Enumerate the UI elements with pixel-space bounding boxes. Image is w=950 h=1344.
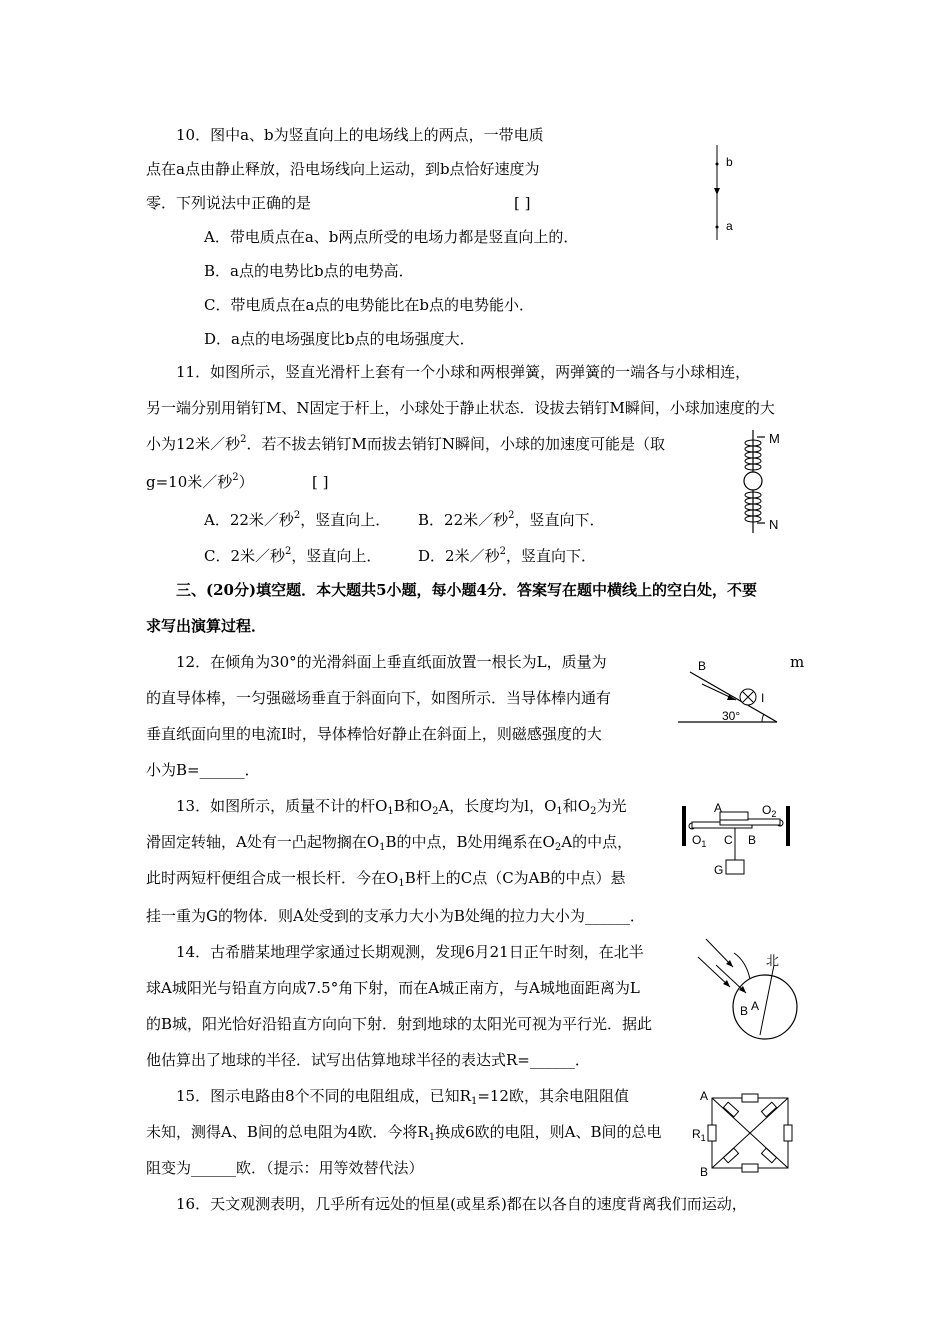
q14-north-label: 北 [766,953,780,968]
q15-node-a-label: A [700,1089,709,1103]
q11-pin-m-label: M [769,431,780,446]
q10-option-c: C．带电质点在a点的电势能比在b点的电势能小． [204,296,535,314]
q12-incline-figure [676,660,791,730]
q10-field-line-figure [700,140,760,250]
q10-point-b-label: b [726,155,733,169]
q15-line-1: 15．图示电路由8个不同的电阻组成，已知$R_1=12$欧，其余电阻阻值 [176,1087,629,1107]
q15-line-2: 未知，测得A、B间的总电阻为4欧．今将$R_1$换成6欧的电阻，则A、B间的总电 [146,1123,662,1143]
q13-lever-figure [680,798,795,883]
q11-spring-figure [735,425,795,540]
q11-option-a: A．22米／秒$^2$，竖直向上． [204,510,391,529]
q14-line-4: 他估算出了地球的半径．试写出估算地球半径的表达式R=______． [146,1051,590,1069]
q15-circuit-figure [692,1088,801,1179]
q13-line-3: 此时两短杆便组合成一根长杆．今在$O_1B$杆上的C点（C为AB的中点）悬 [146,869,626,889]
q12-angle-label: 30° [722,709,741,723]
q14-city-a-label: A [751,999,760,1013]
q15-resistor-r1-label: $R_1$ [692,1127,706,1143]
q13-line-1: 13．如图所示，质量不计的杆$O_1B$和$O_2A$，长度均为l，$O_1$和$O_2$为光 [176,797,627,817]
q10-option-d: D．a点的电场强度比b点的电场强度大． [204,330,475,348]
q12-line-3: 垂直纸面向里的电流I时，导体棒恰好静止在斜面上，则磁感强度的大 [146,725,602,743]
q13-pivot-o1-label: $O_1$ [692,833,707,849]
q12-line-2: 的直导体棒，一匀强磁场垂直于斜面向下，如图所示．当导体棒内通有 [146,689,612,707]
q11-option-c: C．2米／秒$^2$，竖直向上． [204,546,382,565]
q14-line-3: 的B城，阳光恰好沿铅直方向向下射．射到地球的太阳光可视为平行光．据此 [146,1015,653,1033]
q11-pin-n-label: N [769,517,779,532]
q11-answer-bracket: [ ] [312,473,329,491]
q13-weight-g-label: G [714,863,724,877]
q14-line-1: 14．古希腊某地理学家通过长期观测，发现6月21日正午时刻，在北半 [176,943,644,961]
q10-answer-bracket: [ ] [514,194,531,212]
q10-line-1: 10．图中a、b为竖直向上的电场线上的两点，一带电质 [176,126,544,144]
q10-point-a-label: a [726,219,733,233]
q12-field-b-label: B [698,659,707,673]
q14-earth-figure [688,935,803,1047]
q11-line-3: 小为12米／秒$^2$．若不拔去销钉M而拔去销钉N瞬间，小球的加速度可能是（取 [146,434,665,453]
q13-point-a-label: A [714,801,723,815]
q10-option-a: A．带电质点在a、b两点所受的电场力都是竖直向上的． [204,228,579,246]
q14-city-b-label: B [740,1004,749,1018]
q13-line-4: 挂一重为G的物体．则A处受到的支承力大小为B处绳的拉力大小为______． [146,907,645,925]
q11-option-d: D．2米／秒$^2$，竖直向下． [418,546,596,565]
q12-line-4: 小为B=______． [146,761,260,779]
q11-line-4: g=10米／秒$^2$） [146,472,254,491]
q15-line-3: 阻变为______欧．（提示：用等效替代法） [146,1159,424,1177]
q10-option-b: B．a点的电势比b点的电势高． [204,262,414,280]
q13-line-2: 滑固定转轴，A处有一凸起物搁在$O_1B$的中点，B处用绳系在$O_2A$的中点， [146,833,633,853]
section-3-heading-line-2: 求写出演算过程． [146,617,267,635]
q12-current-i-label: I [761,691,765,705]
q11-option-b: B．22米／秒$^2$，竖直向下． [418,510,605,529]
section-3-heading-line-1: 三、(20分)填空题．本大题共5小题，每小题4分．答案写在题中横线上的空白处，不要 [176,581,757,599]
q10-line-2: 点在a点由静止释放，沿电场线向上运动，到b点恰好速度为 [146,160,540,178]
q16-line-1: 16．天文观测表明，几乎所有远处的恒星(或星系)都在以各自的速度背离我们而运动， [176,1195,747,1213]
q14-line-2: 球A城阳光与铅直方向成7.5°角下射，而在A城正南方，与A城地面距离为L [146,979,640,997]
q12-mass-symbol: m [790,653,805,671]
q13-point-b-label: B [748,833,757,847]
q10-line-3: 零．下列说法中正确的是 [146,194,312,212]
q13-point-c-label: C [724,833,733,847]
q13-pivot-o2-label: $O_2$ [762,803,777,819]
q15-node-b-label: B [700,1165,709,1179]
q11-line-1: 11．如图所示，竖直光滑杆上套有一个小球和两根弹簧，两弹簧的一端各与小球相连， [176,363,751,381]
q11-line-2: 另一端分别用销钉M、N固定于杆上，小球处于静止状态．设拔去销钉M瞬间，小球加速度的大 [146,399,775,417]
q12-line-1: 12．在倾角为30°的光滑斜面上垂直纸面放置一根长为L，质量为 [176,653,607,671]
